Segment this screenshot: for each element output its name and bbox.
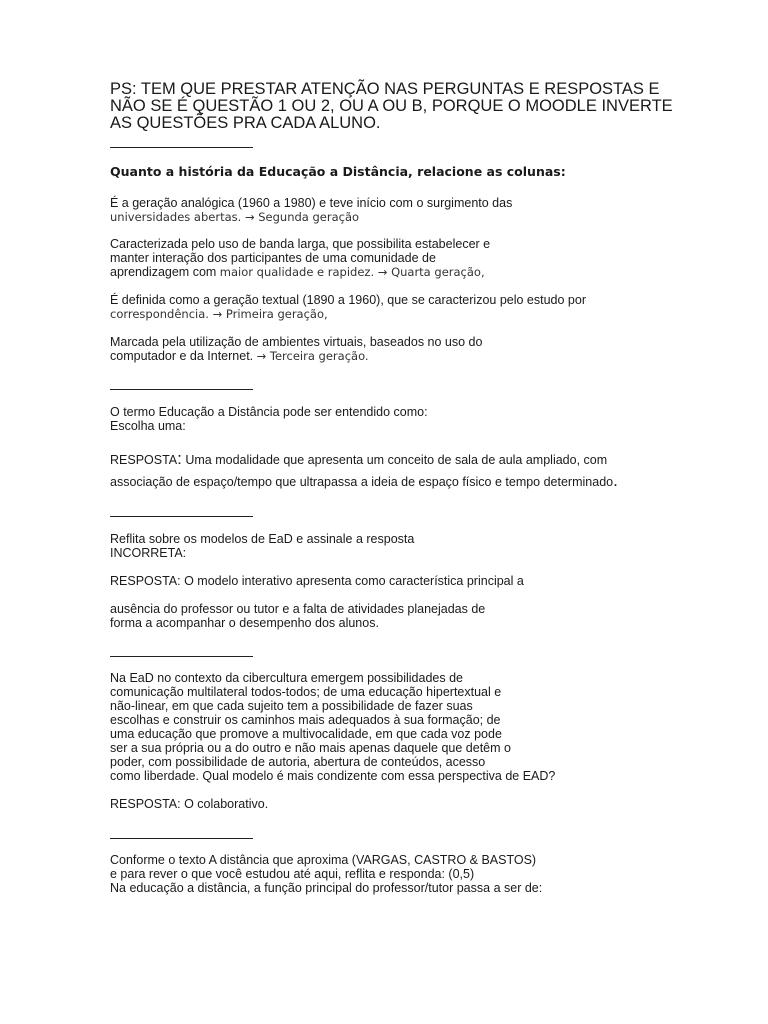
header-note: PS: TEM QUE PRESTAR ATENÇÃO NAS PERGUNTAS E RESPOSTAS E NÃO SE É QUESTÃO 1 OU 2, OU A OU B, PORQUE O MOODLE INVERTE AS QUESTÕES PRA CADA ALUNO. [110, 80, 673, 132]
separator-rule [110, 838, 253, 839]
q1-item-2-answer: maior qualidade e rapidez. → Quarta geração, [219, 265, 485, 279]
q2-answer-line-1 [110, 449, 608, 468]
q1-item-1-answer: universidades abertas. → Segunda geração [110, 210, 360, 224]
q2-answer-period: . [613, 471, 618, 490]
q2-answer-label: RESPOSTA [110, 453, 178, 467]
q1-item-4-answer: → Terceira geração. [256, 349, 369, 363]
q2-answer-text: Uma modalidade que apresenta um conceito de sala de aula ampliado, com [181, 453, 608, 467]
q3-question: Reflita sobre os modelos de EaD e assinale a resposta INCORRETA: [110, 532, 415, 560]
q3-answer-line-1: RESPOSTA: O modelo interativo apresenta como característica principal a [110, 574, 524, 588]
q1-item-3-text: É definida como a geração textual (1890 a 1960), que se caracterizou pelo estudo por [110, 293, 587, 307]
q2-answer-line-2 [110, 471, 618, 490]
q1-item-3 [110, 293, 586, 321]
q1-item-3-answer: correspondência. → Primeira geração, [110, 307, 328, 321]
separator-rule [110, 147, 253, 148]
separator-rule [110, 656, 253, 657]
q1-item-1 [110, 196, 512, 224]
q3-answer-rest: ausência do professor ou tutor e a falta de atividades planejadas de forma a acompanhar o desempenho dos alunos. [110, 602, 486, 630]
q4-question: Na EaD no contexto da cibercultura emergem possibilidades de comunicação multilateral todos-todos; de uma educação hipertextual e não-linear, em que cada sujeito tem a possibilidade de fazer suas escolhas e construir os caminhos mais adequados à sua formação; de uma educação que promove a multivocalidade, em que cada voz pode ser a sua própria ou a do outro e não mais apenas daquele que detêm o poder, com possibilidade de autoria, abertura de conteúdos, acesso como liberdade. Qual modelo é mais condizente com essa perspectiva de EAD? [110, 671, 556, 783]
q1-item-2 [110, 237, 490, 279]
q2-answer-text-2: associação de espaço/tempo que ultrapassa a ideia de espaço físico e tempo determinado [110, 475, 614, 489]
q1-item-4 [110, 335, 482, 363]
q2-question: O termo Educação a Distância pode ser entendido como: Escolha uma: [110, 405, 428, 433]
q1-title: Quanto a história da Educação a Distância, relacione as colunas: [110, 164, 566, 179]
separator-rule [110, 516, 253, 517]
q5-question: Conforme o texto A distância que aproxima (VARGAS, CASTRO & BASTOS) e para rever o que você estudou até aqui, reflita e responda: (0,5) Na educação a distância, a função principal do professor/tutor passa a ser de: [110, 853, 543, 895]
q1-item-4-text: Marcada pela utilização de ambientes virtuais, baseados no uso do computador e da Internet. [110, 335, 483, 363]
q1-item-2-text: Caracterizada pelo uso de banda larga, que possibilita estabelecer e manter interação dos participantes de uma comunidade de aprendizagem com [110, 237, 491, 279]
q4-answer: RESPOSTA: O colaborativo. [110, 797, 269, 811]
separator-rule [110, 389, 253, 390]
q1-item-1-text: É a geração analógica (1960 a 1980) e teve início com o surgimento das [110, 196, 513, 210]
q2-answer-colon: : [177, 449, 182, 468]
